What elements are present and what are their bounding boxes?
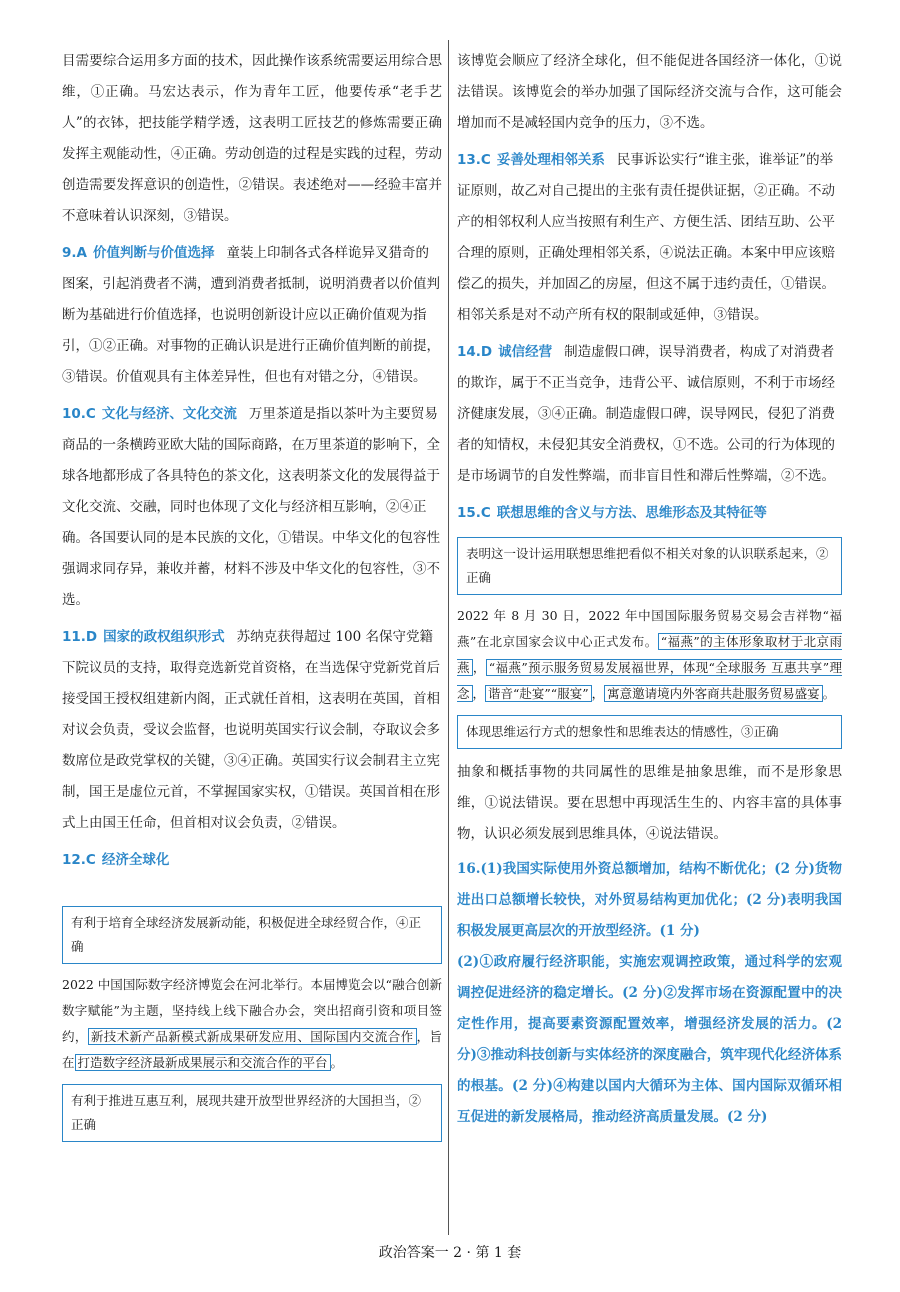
q12-material xyxy=(62,972,442,1076)
q10-header xyxy=(62,399,442,616)
q15-highlight-3: 谐音“赴宴”“服宴” xyxy=(485,685,592,702)
q12-material-part1: 2022 中国国际数字经济博览会在河北举行。本届博览会以“融合创新 数字赋能”为主题，坚持线上线下融合办会，突出招商引资和项目签约， xyxy=(62,977,442,1044)
q15-material-part2: ， xyxy=(472,660,486,675)
q15-highlight-2: “福燕”预示服务贸易发展福世界，体现“全球服务 互惠共享”理念 xyxy=(457,660,842,701)
q14-topic: 诚信经营 xyxy=(498,344,553,360)
q12-highlight-1: 新技术新产品新模式新成果研发应用、国际国内交流合作 xyxy=(88,1028,417,1045)
q10-topic: 文化与经济、文化交流 xyxy=(101,406,237,422)
q9-text: 童装上印制各式各样诡异叉猎奇的图案，引起消费者不满，遭到消费者抵制，说明消费者以价值判断为基础进行价值选择，也说明创新设计应以正确价值观为指引，①②正确。对事物的正确认识是进行正确价值判断的前提，③错误。价值观具有主体差异性，但也有对错之分，④错误。 xyxy=(62,245,440,385)
q14-header xyxy=(457,337,842,492)
q11-number: 11.D xyxy=(62,629,98,645)
q11-header xyxy=(62,622,442,839)
q9-topic: 价值判断与价值选择 xyxy=(92,245,215,261)
q15-annotation-bottom: 体现思维运行方式的想象性和思维表达的情感性，③正确 xyxy=(457,715,842,749)
q13-header xyxy=(457,145,842,331)
q12-topic: 经济全球化 xyxy=(101,852,170,868)
q11-topic: 国家的政权组织形式 xyxy=(103,629,225,645)
q16-part1: 16.(1)我国实际使用外资总额增加，结构不断优化；(2 分)货物进出口总额增长较快，对外贸易结构更加优化；(2 分)表明我国积极发展更高层次的开放型经济。(1 分) xyxy=(457,861,842,939)
q15-material-part1: 2022 年 8 月 30 日，2022 年中国国际服务贸易交易会吉祥物“福燕”在北京国家会议中心正式发布。 xyxy=(457,608,842,649)
q12-material-part2: ，旨在 xyxy=(62,1029,442,1070)
q14-text: 制造虚假口碑，误导消费者，构成了对消费者的欺诈，属于不正当竞争，违背公平、诚信原则，不利于市场经济健康发展，③④正确。制造虚假口碑，误导网民，侵犯了消费者的知情权，未侵犯其安全消费权，①不选。公司的行为体现的是市场调节的自发性弊端，而非盲目性和滞后性弊端，②不选。 xyxy=(457,344,835,484)
q15-annotation-top: 表明这一设计运用联想思维把看似不相关对象的认识联系起来，②正确 xyxy=(457,537,842,595)
q10-text: 万里茶道是指以茶叶为主要贸易商品的一条横跨亚欧大陆的国际商路，在万里茶道的影响下，全球各地都形成了各具特色的茶文化，这表明茶文化的发展得益于文化交流、交融，同时也体现了文化与经济相互影响，②④正确。各国要认同的是本民族的文化，①错误。中华文化的包容性强调求同存异，兼收并蓄，材料不涉及中华文化的包容性，③不选。 xyxy=(62,406,440,608)
right-column xyxy=(457,46,842,1133)
q13-topic: 妥善处理相邻关系 xyxy=(496,152,605,168)
q16-part2: (2)①政府履行经济职能，实施宏观调控政策，通过科学的宏观调控促进经济的稳定增长。(2 分)②发挥市场在资源配置中的决定性作用，提高要素资源配置效率，增强经济发展的活力。(2 分)③推动科技创新与实体经济的深度融合，筑牢现代化经济体系的根基。(2 分)④构建以国内大循环为主体、国内国际双循环相互促进的新发展格局，推动经济高质量发展。(2 分) xyxy=(457,954,842,1125)
page-footer: 政治答案一 2 · 第 1 套 xyxy=(378,1245,522,1261)
q15-header xyxy=(457,498,842,529)
q15-highlight-4: 寓意邀请境内外客商共赴服务贸易盛宴 xyxy=(604,685,823,702)
q12-header xyxy=(62,845,442,876)
q15-topic: 联想思维的含义与方法、思维形态及其特征等 xyxy=(496,505,767,521)
q13-text: 民事诉讼实行“谁主张，谁举证”的举证原则，故乙对自己提出的主张有责任提供证据，②正确。不动产的相邻权利人应当按照有利生产、方便生活、团结互助、公平合理的原则，正确处理相邻关系，④说法正确。本案中甲应该赔偿乙的损失，并加固乙的房屋，但这不属于违约责任，①错误。相邻关系是对不动产所有权的限制或延伸，③错误。 xyxy=(457,152,835,323)
q14-number: 14.D xyxy=(457,344,493,360)
q15-highlight-1: “福燕”的主体形象取材于北京雨燕 xyxy=(457,634,842,675)
q15-number: 15.C xyxy=(457,505,491,521)
q12-annotation-top: 有利于培育全球经济发展新动能，积极促进全球经贸合作，④正确 xyxy=(62,906,442,964)
q12-number: 12.C xyxy=(62,852,96,868)
q9-number: 9.A xyxy=(62,245,87,261)
q11-text: 苏纳克获得超过 100 名保守党籍下院议员的支持，取得竞选新党首资格，在当选保守党新党首后接受国王授权组建新内阁，正式就任首相，这表明在英国，首相对议会负责，受议会监督，也说明英国实行议会制，夺取议会多数席位是政党掌权的关键，③④正确。英国实行议会制君主立宪制，国王是虚位元首，不掌握国家实权，①错误。英国首相在形式上由国王任命，但首相对议会负责，②错误。 xyxy=(62,629,440,831)
q10-number: 10.C xyxy=(62,406,96,422)
q12-highlight-2: 打造数字经济最新成果展示和交流合作的平台 xyxy=(75,1054,331,1071)
q12-material-part3: 。 xyxy=(330,1055,344,1070)
right-intro: 该博览会顺应了经济全球化，但不能促进各国经济一体化，①说法错误。该博览会的举办加强了国际经济交流与合作，这可能会增加而不是减轻国内竞争的压力，③不选。 xyxy=(457,53,842,131)
q15-material-part5: 。 xyxy=(822,686,836,701)
q13-number: 13.C xyxy=(457,152,491,168)
q12-annotation-bottom: 有利于推进互惠互利，展现共建开放型世界经济的大国担当，②正确 xyxy=(62,1084,442,1142)
column-divider xyxy=(448,40,449,1235)
q9-header xyxy=(62,238,442,393)
q15-material xyxy=(457,603,842,707)
q15-material-part3: ， xyxy=(472,686,486,701)
q15-text: 抽象和概括事物的共同属性的思维是抽象思维，而不是形象思维，①说法错误。要在思想中再现活生生的、内容丰富的具体事物，认识必须发展到思维具体，④说法错误。 xyxy=(457,764,842,842)
left-column xyxy=(62,46,442,1150)
q15-material-part4: ， xyxy=(591,686,605,701)
left-intro: 目需要综合运用多方面的技术，因此操作该系统需要运用综合思维，①正确。马宏达表示，作为青年工匠，他要传承“老手艺人”的衣钵，把技能学精学透，这表明工匠技艺的修炼需要正确发挥主观能动性，④正确。劳动创造的过程是实践的过程，劳动创造需要发挥意识的创造性，②错误。表述绝对——经验丰富并不意味着认识深刻，③错误。 xyxy=(62,53,442,224)
